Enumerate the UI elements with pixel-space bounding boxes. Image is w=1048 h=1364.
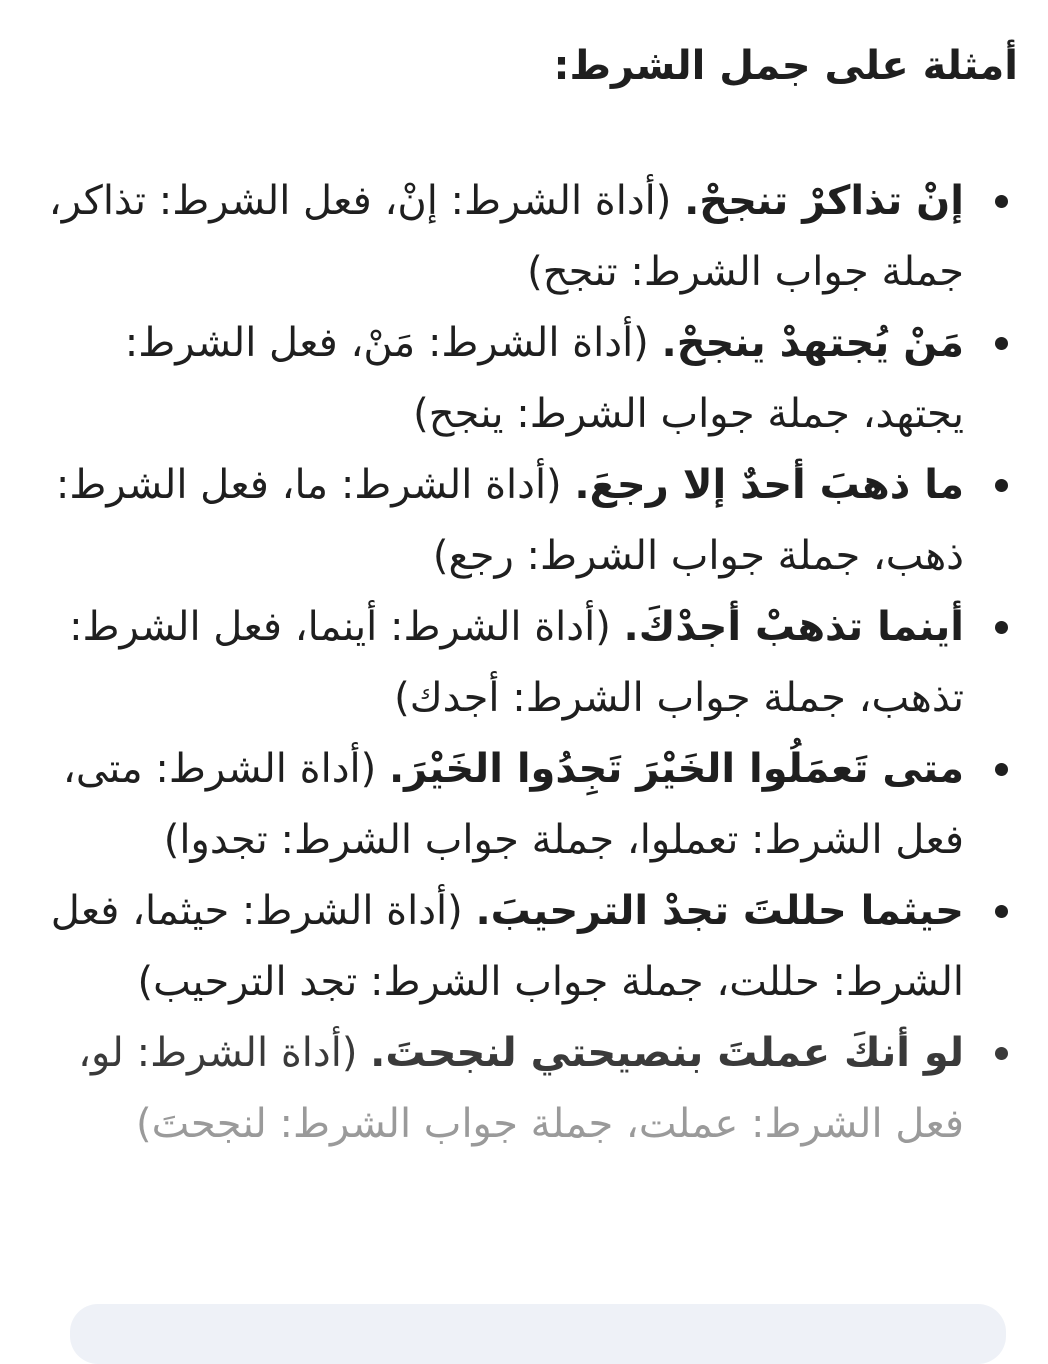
example-sentence: لو أنكَ عملتَ بنصيحتي لنجحتَ. xyxy=(370,1030,964,1076)
list-item xyxy=(40,592,1018,734)
example-sentence: ما ذهبَ أحدٌ إلا رجعَ. xyxy=(574,462,964,508)
example-explanation: (أداة الشرط: مَنْ، فعل الشرط: يجتهد، جملة جواب الشرط: ينجح) xyxy=(124,320,964,437)
examples-list xyxy=(40,166,1018,1160)
list-item xyxy=(40,166,1018,308)
example-explanation: (أداة الشرط: حيثما، فعل الشرط: حللت، جملة جواب الشرط: تجد الترحيب) xyxy=(50,888,964,1005)
list-item xyxy=(40,1018,1018,1160)
example-explanation-continued: فعل الشرط: عملت، جملة جواب الشرط: لنجحتَ) xyxy=(136,1101,964,1147)
example-sentence: أينما تذهبْ أجدْكَ. xyxy=(623,604,964,650)
bullet-icon xyxy=(995,763,1008,776)
bullet-icon xyxy=(995,479,1008,492)
example-sentence: متى تَعمَلُوا الخَيْرَ تَجِدُوا الخَيْرَ. xyxy=(388,746,964,792)
example-sentence: إنْ تذاكرْ تنجحْ. xyxy=(684,178,964,224)
input-bar[interactable] xyxy=(70,1304,1006,1364)
example-explanation: (أداة الشرط: متى، فعل الشرط: تعملوا، جملة جواب الشرط: تجدوا) xyxy=(62,746,964,863)
example-explanation: (أداة الشرط: أينما، فعل الشرط: تذهب، جملة جواب الشرط: أجدك) xyxy=(69,604,964,721)
section-heading: أمثلة على جمل الشرط: xyxy=(553,43,1018,89)
list-item xyxy=(40,876,1018,1018)
bullet-icon xyxy=(995,1047,1008,1060)
example-sentence: حيثما حللتَ تجدْ الترحيبَ. xyxy=(475,888,964,934)
bullet-icon xyxy=(995,195,1008,208)
bullet-icon xyxy=(995,337,1008,350)
bullet-icon xyxy=(995,905,1008,918)
example-explanation: (أداة الشرط: ما، فعل الشرط: ذهب، جملة جواب الشرط: رجع) xyxy=(55,462,964,579)
list-item xyxy=(40,734,1018,876)
list-item xyxy=(40,450,1018,592)
example-explanation: (أداة الشرط: إنْ، فعل الشرط: تذاكر، جملة جواب الشرط: تنجح) xyxy=(48,178,964,295)
bullet-icon xyxy=(995,621,1008,634)
example-sentence: مَنْ يُجتهدْ ينجحْ. xyxy=(661,320,964,366)
list-item xyxy=(40,308,1018,450)
example-explanation: (أداة الشرط: لو، xyxy=(78,1030,371,1076)
